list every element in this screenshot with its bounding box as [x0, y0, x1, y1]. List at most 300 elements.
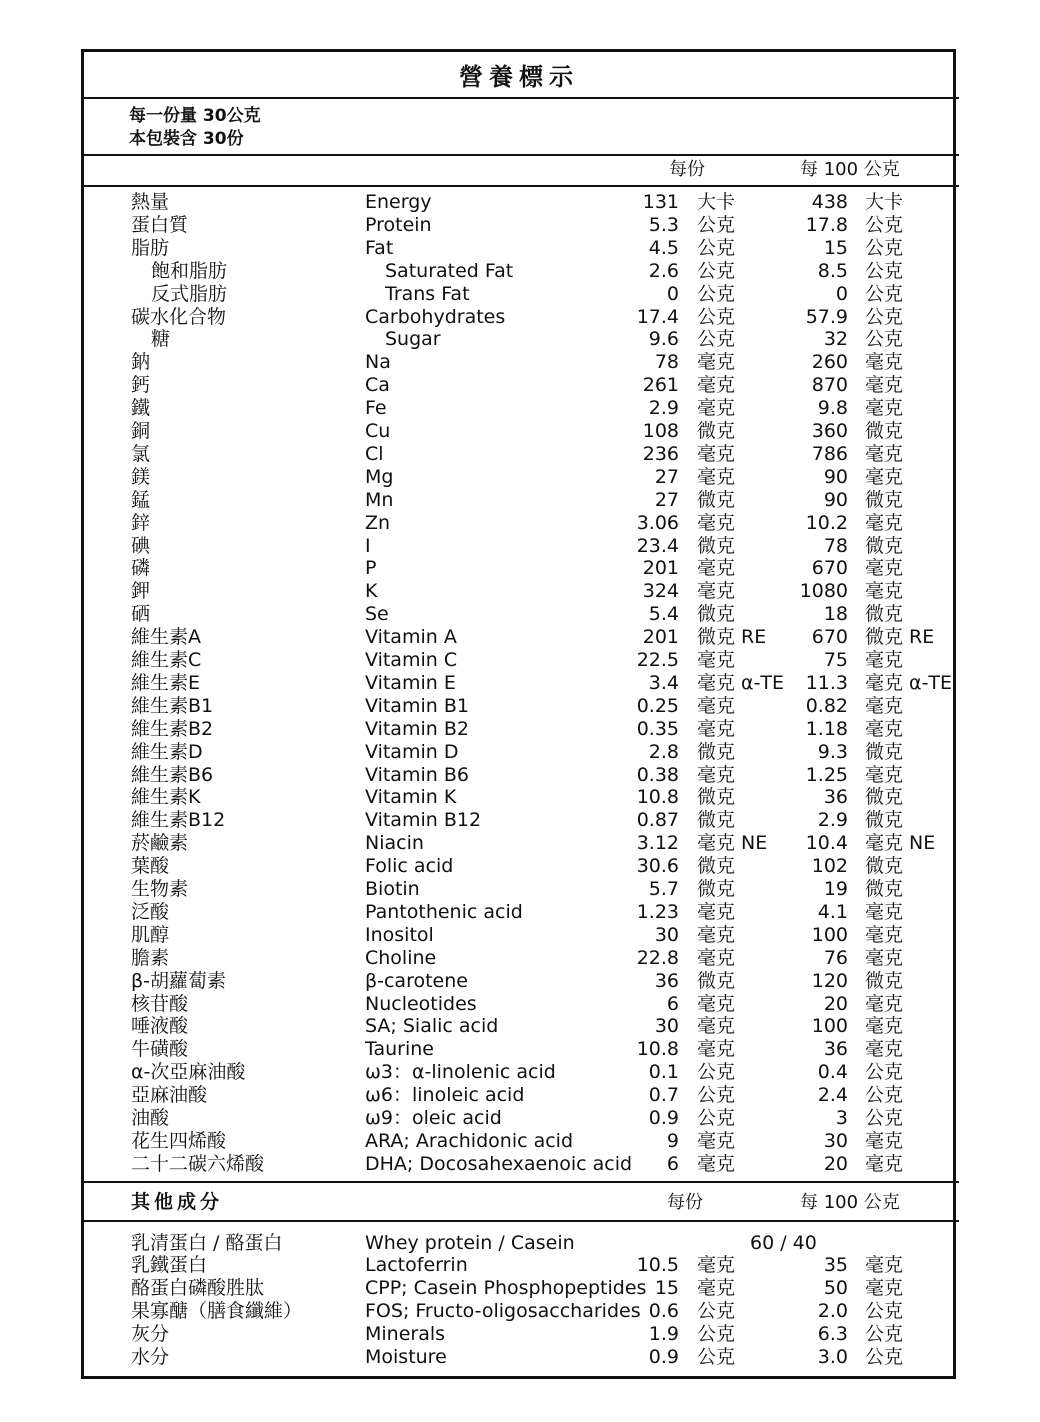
- per-100g-value: 6.3: [817, 1322, 848, 1345]
- other-col-header-per-100g: 每 100 公克: [800, 1192, 900, 1213]
- per-serving-value: 108: [642, 420, 679, 442]
- divider: [81, 185, 959, 187]
- name-zh: 硒: [131, 603, 151, 626]
- col-header-per-100g: 每 100 公克: [800, 159, 900, 180]
- per-serving-value: 0: [666, 282, 679, 305]
- per-100g-unit: 微克: [865, 855, 904, 878]
- nutrient-row: [0, 786, 1040, 809]
- name-zh: 蛋白質: [131, 213, 189, 236]
- ratio-row: [0, 1232, 1040, 1255]
- name-zh: 鈣: [131, 374, 151, 397]
- name-en: Nucleotides: [365, 992, 477, 1015]
- name-zh: 葉酸: [131, 855, 170, 878]
- per-100g-value: 11.3: [805, 671, 848, 694]
- name-zh: 花生四烯酸: [131, 1129, 227, 1152]
- per-serving-unit: 毫克: [697, 442, 736, 465]
- name-zh: 肌醇: [131, 923, 170, 946]
- per-100g-unit: 毫克: [865, 763, 904, 786]
- per-serving-unit: 毫克: [697, 511, 736, 534]
- nutrient-row: [0, 214, 1040, 237]
- nutrient-row: [0, 901, 1040, 924]
- per-serving-value: 324: [642, 580, 679, 603]
- name-zh: 鉀: [131, 580, 151, 603]
- nutrient-row: [0, 993, 1040, 1016]
- per-serving-unit: 大卡: [697, 191, 736, 213]
- name-zh: 乳鐵蛋白: [131, 1254, 208, 1276]
- name-en: Vitamin B12: [365, 809, 482, 832]
- per-serving-value: 15: [654, 1276, 679, 1299]
- per-100g-unit: 微克: [865, 534, 904, 557]
- per-serving-value: 1.9: [648, 1322, 679, 1345]
- name-en: Sugar: [385, 328, 441, 351]
- name-en: Pantothenic acid: [365, 900, 523, 923]
- per-100g-unit: 毫克: [865, 694, 904, 717]
- per-serving-value: 22.8: [636, 946, 679, 969]
- name-en: Energy: [365, 191, 432, 213]
- name-zh: 磷: [131, 557, 151, 580]
- per-serving-unit: 毫克: [697, 1129, 736, 1152]
- nutrient-row: [0, 580, 1040, 603]
- name-zh: β-胡蘿蔔素: [131, 969, 226, 992]
- label-title: 營養標示: [459, 63, 579, 91]
- name-zh: 脂肪: [131, 236, 170, 259]
- name-en: Vitamin B6: [365, 763, 469, 786]
- per-100g-unit: 公克: [865, 236, 904, 259]
- name-en: Na: [365, 351, 391, 374]
- name-en: Moisture: [365, 1345, 447, 1368]
- per-serving-value: 9: [666, 1129, 679, 1152]
- per-100g-unit: 毫克: [865, 1129, 904, 1152]
- per-100g-unit: 毫克: [865, 374, 904, 397]
- name-en: Zn: [365, 511, 391, 534]
- nutrient-row: [0, 1254, 1040, 1277]
- per-serving-value: 0.87: [636, 809, 679, 832]
- name-zh: 維生素C: [131, 649, 202, 671]
- per-serving-value: 1.23: [636, 900, 679, 923]
- nutrient-row: [0, 557, 1040, 580]
- per-100g-value: 786: [811, 442, 848, 465]
- per-serving-unit: 毫克: [697, 946, 736, 969]
- per-100g-unit: 毫克: [865, 946, 904, 969]
- per-100g-unit: 毫克: [865, 992, 904, 1015]
- name-en: Saturated Fat: [385, 259, 514, 282]
- per-100g-unit: 毫克 α-TE: [865, 671, 953, 694]
- nutrient-row: [0, 970, 1040, 993]
- per-100g-unit: 微克: [865, 878, 904, 900]
- per-serving-value: 78: [654, 351, 679, 374]
- servings-per-package: 本包裝含 30份: [129, 129, 244, 149]
- per-100g-unit: 微克: [865, 420, 904, 442]
- per-100g-unit: 毫克: [865, 511, 904, 534]
- name-zh: 維生素B12: [131, 809, 226, 832]
- per-serving-unit: 毫克: [697, 580, 736, 603]
- name-en: Mn: [365, 488, 394, 511]
- name-zh: 反式脂肪: [151, 282, 228, 305]
- ingredient-en: Whey protein / Casein: [365, 1232, 575, 1254]
- per-100g-value: 870: [811, 374, 848, 397]
- per-serving-value: 36: [654, 969, 679, 992]
- nutrient-row: [0, 832, 1040, 855]
- per-100g-unit: 毫克: [865, 557, 904, 580]
- name-zh: 維生素K: [131, 786, 201, 809]
- name-en: K: [365, 580, 378, 603]
- name-zh: 鋅: [131, 511, 151, 534]
- per-serving-unit: 公克: [697, 236, 736, 259]
- per-serving-value: 2.6: [648, 259, 679, 282]
- per-serving-unit: 微克: [697, 855, 736, 878]
- name-en: Vitamin B1: [365, 694, 469, 717]
- nutrient-row: [0, 237, 1040, 260]
- name-en: Ca: [365, 374, 390, 397]
- per-100g-value: 0.82: [805, 694, 848, 717]
- nutrient-row: [0, 489, 1040, 512]
- per-100g-unit: 公克: [865, 1299, 904, 1322]
- name-zh: 水分: [131, 1345, 170, 1368]
- name-zh: 維生素B1: [131, 694, 214, 717]
- name-zh: 維生素B2: [131, 717, 214, 740]
- per-100g-value: 670: [811, 557, 848, 580]
- per-100g-value: 102: [811, 855, 848, 878]
- per-100g-unit: 毫克: [865, 900, 904, 923]
- nutrient-row: [0, 283, 1040, 306]
- per-100g-unit: 毫克: [865, 351, 904, 374]
- divider: [81, 1220, 959, 1222]
- per-serving-unit: 毫克: [697, 1015, 736, 1038]
- per-serving-value: 0.35: [636, 717, 679, 740]
- per-serving-value: 3.06: [636, 511, 679, 534]
- per-serving-unit: 毫克 NE: [697, 832, 768, 855]
- per-100g-value: 19: [823, 878, 848, 900]
- name-zh: 維生素A: [131, 626, 201, 649]
- name-zh: 唾液酸: [131, 1015, 189, 1038]
- per-serving-unit: 毫克: [697, 694, 736, 717]
- per-serving-value: 2.8: [648, 740, 679, 763]
- per-100g-unit: 公克: [865, 1061, 904, 1084]
- per-100g-value: 360: [811, 420, 848, 442]
- name-zh: 錳: [131, 488, 151, 511]
- name-en: Cl: [365, 442, 384, 465]
- per-serving-value: 5.7: [648, 878, 679, 900]
- name-zh: 核苷酸: [131, 992, 189, 1015]
- ingredient-zh: 乳清蛋白 / 酪蛋白: [131, 1232, 283, 1254]
- name-zh: 碘: [131, 534, 151, 557]
- name-en: Cu: [365, 420, 391, 442]
- per-100g-value: 2.4: [817, 1084, 848, 1107]
- nutrient-row: [0, 764, 1040, 787]
- per-serving-unit: 毫克: [697, 397, 736, 420]
- nutrient-row: [0, 351, 1040, 374]
- per-serving-unit: 公克: [697, 282, 736, 305]
- name-en: ω6：linoleic acid: [365, 1084, 525, 1107]
- per-100g-value: 100: [811, 1015, 848, 1038]
- per-serving-value: 0.25: [636, 694, 679, 717]
- per-100g-unit: 微克: [865, 809, 904, 832]
- name-en: FOS; Fructo-oligosaccharides: [365, 1299, 641, 1322]
- per-100g-unit: 毫克: [865, 465, 904, 488]
- name-zh: 維生素B6: [131, 763, 214, 786]
- per-100g-unit: 毫克: [865, 1015, 904, 1038]
- per-100g-value: 36: [823, 1038, 848, 1061]
- per-100g-unit: 微克: [865, 969, 904, 992]
- per-100g-unit: 公克: [865, 1107, 904, 1129]
- nutrient-row: [0, 603, 1040, 626]
- per-serving-value: 10.8: [636, 1038, 679, 1061]
- per-serving-unit: 微克: [697, 534, 736, 557]
- per-100g-value: 30: [823, 1129, 848, 1152]
- per-serving-unit: 公克: [697, 305, 736, 328]
- per-serving-unit: 微克: [697, 878, 736, 900]
- nutrient-row: [0, 1323, 1040, 1346]
- nutrient-row: [0, 741, 1040, 764]
- per-serving-unit: 毫克: [697, 465, 736, 488]
- name-en: Biotin: [365, 878, 420, 900]
- per-100g-unit: 公克: [865, 328, 904, 351]
- nutrient-row: [0, 695, 1040, 718]
- per-serving-value: 9.6: [648, 328, 679, 351]
- nutrient-row: [0, 191, 1040, 214]
- per-serving-value: 236: [642, 442, 679, 465]
- per-serving-value: 10.8: [636, 786, 679, 809]
- per-serving-unit: 微克: [697, 740, 736, 763]
- per-100g-unit: 公克: [865, 213, 904, 236]
- name-zh: 灰分: [131, 1322, 170, 1345]
- nutrient-row: [0, 260, 1040, 283]
- name-zh: 膽素: [131, 946, 170, 969]
- per-serving-value: 0.1: [648, 1061, 679, 1084]
- per-100g-value: 78: [823, 534, 848, 557]
- per-serving-unit: 毫克: [697, 1276, 736, 1299]
- per-serving-unit: 公克: [697, 259, 736, 282]
- name-en: Choline: [365, 946, 437, 969]
- divider: [81, 1181, 959, 1183]
- per-serving-unit: 毫克: [697, 900, 736, 923]
- per-serving-unit: 毫克: [697, 649, 736, 671]
- nutrient-row: [0, 1130, 1040, 1153]
- name-zh: 二十二碳六烯酸: [131, 1152, 265, 1175]
- name-zh: 鐵: [131, 397, 151, 420]
- per-serving-value: 30.6: [636, 855, 679, 878]
- nutrient-row: [0, 420, 1040, 443]
- name-zh: 牛磺酸: [131, 1038, 189, 1061]
- per-100g-value: 90: [823, 465, 848, 488]
- name-zh: 熱量: [131, 191, 170, 213]
- per-100g-value: 9.3: [817, 740, 848, 763]
- per-serving-value: 261: [642, 374, 679, 397]
- per-serving-unit: 毫克: [697, 351, 736, 374]
- per-serving-value: 27: [654, 465, 679, 488]
- per-serving-unit: 公克: [697, 1107, 736, 1129]
- nutrient-row: [0, 924, 1040, 947]
- nutrient-row: [0, 397, 1040, 420]
- per-100g-value: 438: [811, 191, 848, 213]
- name-en: Vitamin K: [365, 786, 457, 809]
- serving-size: 每一份量 30公克: [129, 106, 261, 126]
- per-100g-unit: 毫克: [865, 580, 904, 603]
- name-en: P: [365, 557, 377, 580]
- name-zh: 飽和脂肪: [151, 259, 228, 282]
- per-serving-unit: 公克: [697, 328, 736, 351]
- name-en: ω9：oleic acid: [365, 1107, 502, 1129]
- per-100g-value: 75: [823, 649, 848, 671]
- per-100g-value: 3: [835, 1107, 848, 1129]
- name-zh: 碳水化合物: [131, 305, 227, 328]
- per-serving-unit: 公克: [697, 1061, 736, 1084]
- name-en: ARA; Arachidonic acid: [365, 1129, 574, 1152]
- per-100g-unit: 微克: [865, 786, 904, 809]
- per-serving-value: 2.9: [648, 397, 679, 420]
- per-serving-value: 23.4: [636, 534, 679, 557]
- per-serving-value: 30: [654, 1015, 679, 1038]
- per-100g-value: 35: [823, 1254, 848, 1276]
- nutrient-row: [0, 718, 1040, 741]
- col-header-per-serving: 每份: [669, 159, 705, 180]
- per-100g-value: 3.0: [817, 1345, 848, 1368]
- per-100g-unit: 微克: [865, 740, 904, 763]
- nutrient-row: [0, 855, 1040, 878]
- per-serving-unit: 微克 RE: [697, 626, 767, 649]
- name-zh: 泛酸: [131, 900, 170, 923]
- per-serving-unit: 毫克: [697, 557, 736, 580]
- per-serving-value: 30: [654, 923, 679, 946]
- per-100g-value: 2.0: [817, 1299, 848, 1322]
- name-en: ω3：α-linolenic acid: [365, 1061, 556, 1084]
- per-serving-unit: 毫克: [697, 1038, 736, 1061]
- name-en: Lactoferrin: [365, 1254, 468, 1276]
- per-serving-unit: 毫克: [697, 1152, 736, 1175]
- per-100g-value: 1.18: [805, 717, 848, 740]
- per-100g-unit: 微克 RE: [865, 626, 935, 649]
- per-100g-value: 20: [823, 1152, 848, 1175]
- name-en: Folic acid: [365, 855, 454, 878]
- per-100g-value: 0: [835, 282, 848, 305]
- per-serving-value: 6: [666, 992, 679, 1015]
- per-100g-unit: 毫克 NE: [865, 832, 936, 855]
- per-serving-value: 201: [642, 626, 679, 649]
- per-serving-unit: 微克: [697, 809, 736, 832]
- per-serving-unit: 公克: [697, 1345, 736, 1368]
- per-serving-unit: 毫克: [697, 374, 736, 397]
- per-100g-value: 1.25: [805, 763, 848, 786]
- per-serving-unit: 公克: [697, 1322, 736, 1345]
- per-serving-value: 131: [642, 191, 679, 213]
- name-zh: 糖: [151, 328, 171, 351]
- per-100g-value: 10.2: [805, 511, 848, 534]
- name-en: Fe: [365, 397, 387, 420]
- nutrient-row: [0, 466, 1040, 489]
- name-zh: 生物素: [131, 878, 189, 900]
- per-100g-unit: 公克: [865, 305, 904, 328]
- nutrient-row: [0, 1015, 1040, 1038]
- per-serving-value: 17.4: [636, 305, 679, 328]
- per-100g-unit: 毫克: [865, 1152, 904, 1175]
- name-en: DHA; Docosahexaenoic acid: [365, 1152, 633, 1175]
- per-100g-unit: 公克: [865, 1322, 904, 1345]
- per-100g-value: 32: [823, 328, 848, 351]
- name-en: Vitamin C: [365, 649, 458, 671]
- nutrient-row: [0, 1038, 1040, 1061]
- per-100g-value: 9.8: [817, 397, 848, 420]
- per-serving-unit: 公克: [697, 1299, 736, 1322]
- name-en: Carbohydrates: [365, 305, 506, 328]
- per-100g-value: 20: [823, 992, 848, 1015]
- nutrient-row: [0, 947, 1040, 970]
- per-serving-value: 5.4: [648, 603, 679, 626]
- ratio-value: 60 / 40: [750, 1232, 817, 1254]
- name-en: β-carotene: [365, 969, 468, 992]
- name-zh: 酪蛋白磷酸胜肽: [131, 1276, 265, 1299]
- name-en: Se: [365, 603, 389, 626]
- name-zh: 維生素D: [131, 740, 203, 763]
- per-100g-unit: 公克: [865, 1084, 904, 1107]
- per-100g-value: 4.1: [817, 900, 848, 923]
- per-100g-unit: 毫克: [865, 649, 904, 671]
- per-100g-unit: 大卡: [865, 191, 904, 213]
- per-100g-value: 670: [811, 626, 848, 649]
- nutrient-row: [0, 1061, 1040, 1084]
- nutrient-row: [0, 1346, 1040, 1369]
- per-100g-unit: 微克: [865, 603, 904, 626]
- other-ingredients-title: 其他成分: [131, 1191, 224, 1213]
- per-100g-unit: 微克: [865, 488, 904, 511]
- name-zh: 鈉: [131, 351, 151, 374]
- per-serving-value: 0.9: [648, 1345, 679, 1368]
- per-100g-value: 10.4: [805, 832, 848, 855]
- name-en: SA; Sialic acid: [365, 1015, 499, 1038]
- name-en: Minerals: [365, 1322, 446, 1345]
- per-serving-unit: 毫克 α-TE: [697, 671, 785, 694]
- per-serving-value: 0.6: [648, 1299, 679, 1322]
- per-100g-unit: 公克: [865, 282, 904, 305]
- per-100g-value: 120: [811, 969, 848, 992]
- nutrient-row: [0, 512, 1040, 535]
- per-100g-value: 17.8: [805, 213, 848, 236]
- name-en: Trans Fat: [385, 282, 470, 305]
- per-serving-value: 5.3: [648, 213, 679, 236]
- per-serving-unit: 毫克: [697, 763, 736, 786]
- name-zh: 果寡醣（膳食纖維）: [131, 1299, 303, 1322]
- divider: [81, 97, 959, 99]
- nutrient-row: [0, 1277, 1040, 1300]
- nutrient-row: [0, 443, 1040, 466]
- per-100g-unit: 毫克: [865, 442, 904, 465]
- name-en: Vitamin A: [365, 626, 457, 649]
- name-en: CPP; Casein Phosphopeptides: [365, 1276, 647, 1299]
- per-serving-value: 22.5: [636, 649, 679, 671]
- name-zh: 維生素E: [131, 671, 201, 694]
- name-en: Taurine: [365, 1038, 434, 1061]
- nutrient-row: [0, 1107, 1040, 1130]
- per-100g-value: 76: [823, 946, 848, 969]
- per-100g-value: 36: [823, 786, 848, 809]
- per-100g-unit: 毫克: [865, 1038, 904, 1061]
- per-100g-unit: 毫克: [865, 397, 904, 420]
- per-serving-unit: 微克: [697, 420, 736, 442]
- per-serving-unit: 公克: [697, 1084, 736, 1107]
- per-serving-value: 0.7: [648, 1084, 679, 1107]
- nutrient-row: [0, 1153, 1040, 1176]
- per-serving-value: 3.4: [648, 671, 679, 694]
- per-100g-unit: 毫克: [865, 717, 904, 740]
- per-serving-value: 4.5: [648, 236, 679, 259]
- per-serving-unit: 毫克: [697, 923, 736, 946]
- divider: [81, 154, 959, 156]
- per-serving-unit: 微克: [697, 488, 736, 511]
- name-en: I: [365, 534, 371, 557]
- per-100g-value: 2.9: [817, 809, 848, 832]
- name-en: Inositol: [365, 923, 434, 946]
- name-en: Vitamin E: [365, 671, 456, 694]
- per-serving-value: 0.9: [648, 1107, 679, 1129]
